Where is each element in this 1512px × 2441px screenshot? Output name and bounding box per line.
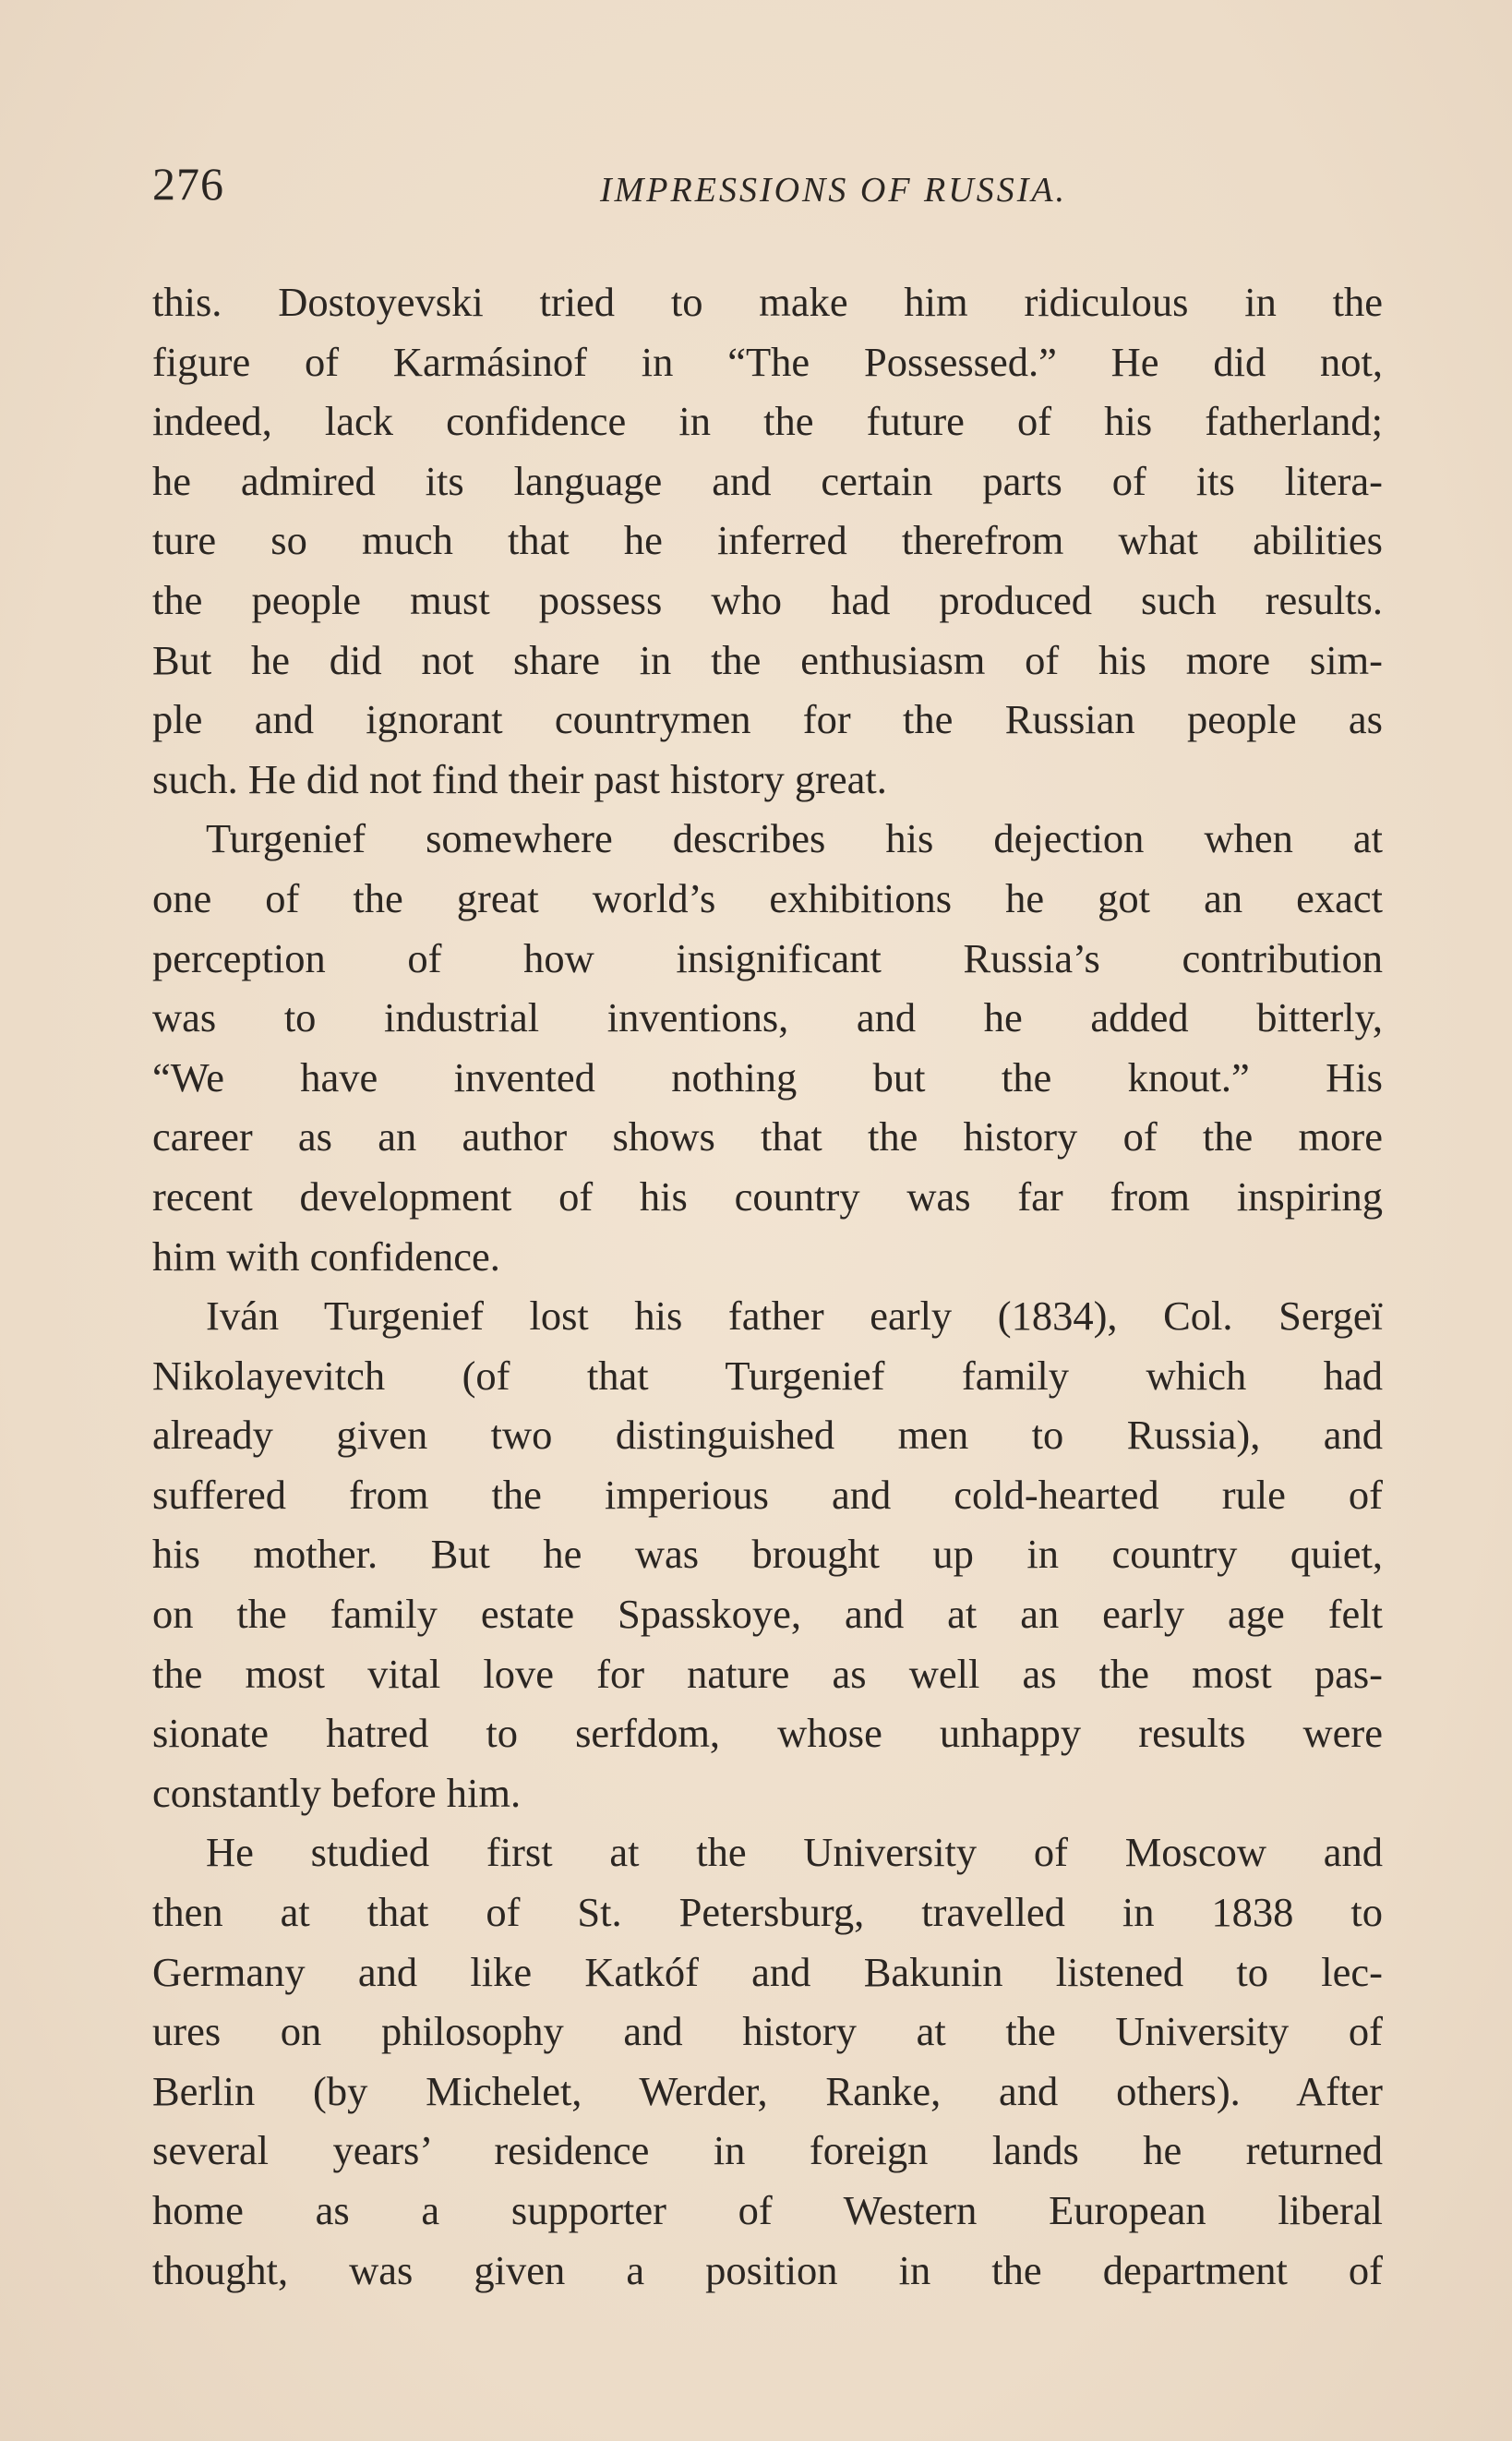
text-line: Germany and like Katkóf and Bakunin listened to lec- — [152, 1948, 1383, 1995]
paragraph — [152, 809, 1383, 1286]
text-line: suffered from the imperious and cold-hearted rule of — [152, 1471, 1383, 1518]
text-line: Berlin (by Michelet, Werder, Ranke, and others). After — [152, 2067, 1383, 2114]
text-line: he admired its language and certain parts of its litera- — [152, 457, 1383, 504]
running-title: IMPRESSIONS OF RUSSIA. — [600, 171, 1068, 210]
page-header — [152, 157, 1389, 222]
text-line: already given two distinguished men to Russia), and — [152, 1412, 1383, 1459]
text-line: But he did not share in the enthusiasm of his more sim- — [152, 636, 1383, 683]
paragraph — [152, 1286, 1383, 1822]
page-number: 276 — [152, 158, 224, 210]
text-line: figure of Karmásinof in “The Possessed.” He did not, — [152, 338, 1383, 385]
text-line: him with confidence. — [152, 1233, 500, 1280]
text-line: He studied first at the University of Moscow and — [206, 1829, 1383, 1876]
text-line: was to industrial inventions, and he added bitterly, — [152, 994, 1383, 1041]
text-line: constantly before him. — [152, 1769, 522, 1816]
text-line: such. He did not find their past history great. — [152, 755, 887, 802]
text-line: Nikolayevitch (of that Turgenief family which had — [152, 1352, 1383, 1399]
text-line: ple and ignorant countrymen for the Russian people as — [152, 696, 1383, 743]
text-line: the people must possess who had produced such results. — [152, 576, 1383, 623]
text-line: several years’ residence in foreign lands he returned — [152, 2127, 1383, 2174]
paragraph — [152, 272, 1383, 809]
text-line: then at that of St. Petersburg, travelled in 1838 to — [152, 1889, 1383, 1936]
text-line: on the family estate Spasskoye, and at an early age felt — [152, 1591, 1383, 1638]
text-line: career as an author shows that the history of the more — [152, 1113, 1383, 1160]
text-line: this. Dostoyevski tried to make him ridiculous in the — [152, 279, 1383, 325]
text-line: the most vital love for nature as well as the most pas- — [152, 1650, 1383, 1697]
text-line: Turgenief somewhere describes his dejection when at — [206, 815, 1383, 862]
text-line: indeed, lack confidence in the future of his fatherland; — [152, 398, 1383, 445]
text-line: home as a supporter of Western European liberal — [152, 2187, 1383, 2233]
paragraph — [152, 1822, 1383, 2300]
text-line: sionate hatred to serfdom, whose unhappy results were — [152, 1710, 1383, 1757]
text-line: one of the great world’s exhibitions he got an exact — [152, 874, 1383, 921]
text-line: perception of how insignificant Russia’s contribution — [152, 934, 1383, 981]
text-line: thought, was given a position in the department of — [152, 2246, 1383, 2293]
text-line: “We have invented nothing but the knout.” His — [152, 1053, 1383, 1100]
text-line: his mother. But he was brought up in country quiet, — [152, 1531, 1383, 1578]
text-line: recent development of his country was far from inspiring — [152, 1172, 1383, 1220]
text-line: ture so much that he inferred therefrom what abilities — [152, 517, 1383, 564]
body-text — [152, 272, 1383, 2300]
text-line: Iván Turgenief lost his father early (1834), Col. Sergeï — [206, 1293, 1383, 1340]
text-line: ures on philosophy and history at the University of — [152, 2008, 1383, 2055]
